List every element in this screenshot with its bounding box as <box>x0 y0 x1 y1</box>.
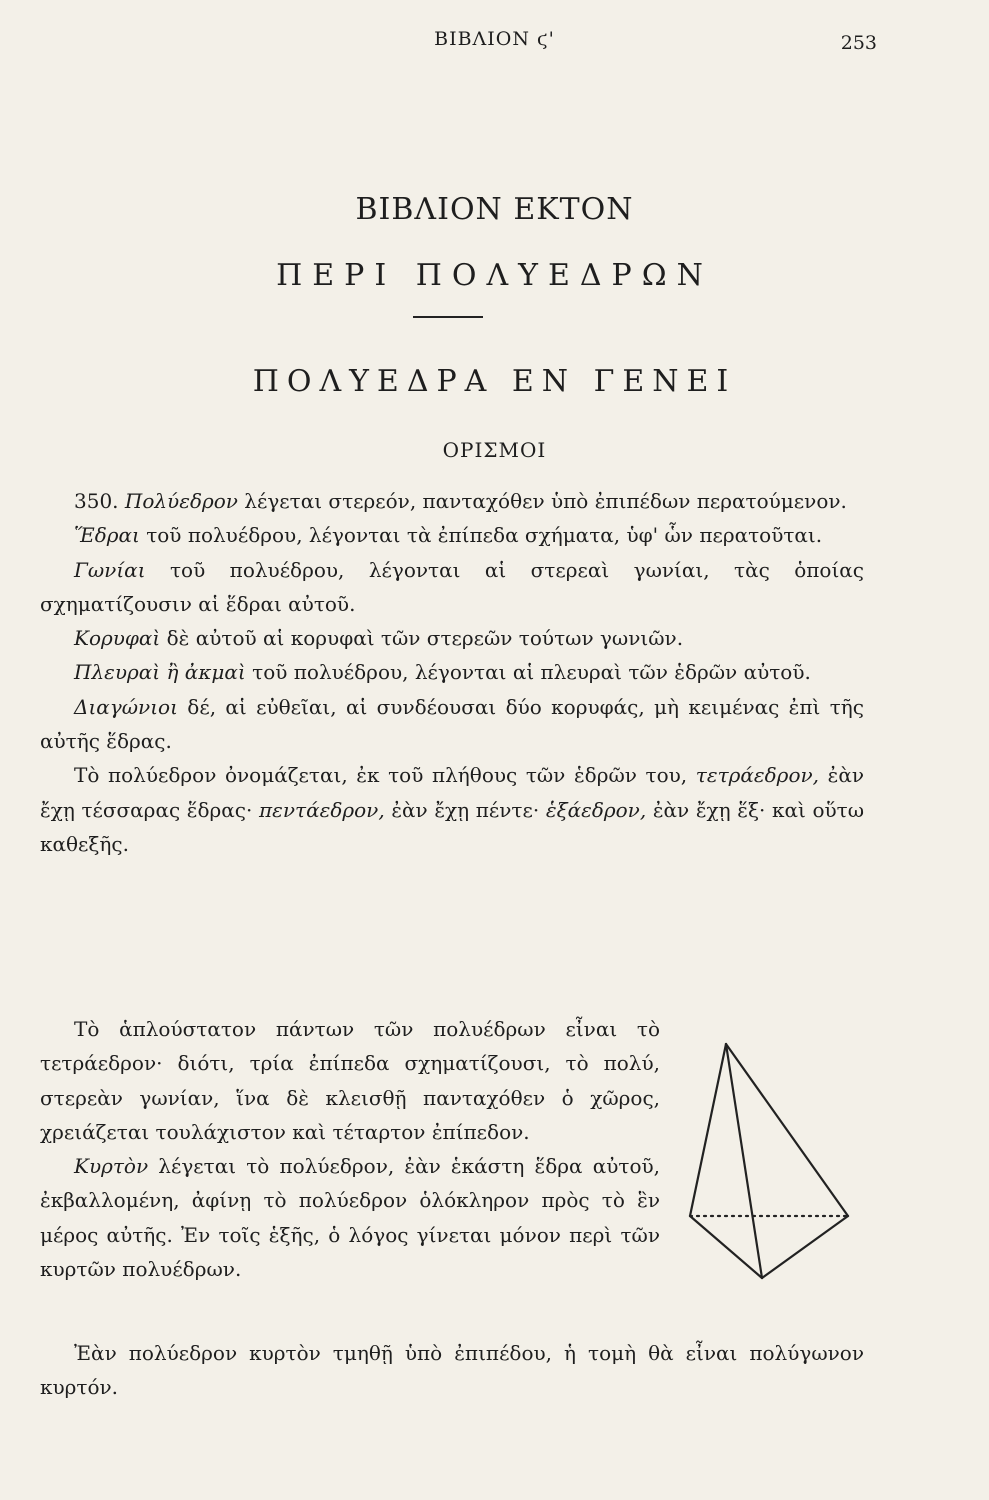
book-title: ΒΙΒΛΙΟΝ ΕΚΤΟΝ <box>355 192 634 227</box>
naming-text-d: ἐὰν ἔχῃ ἕξ· καὶ οὕτω καθεξῆς. <box>40 797 865 856</box>
definition-edges <box>40 655 864 689</box>
part-title: ΠΕΡΙ ΠΟΛΥΕΔΡΩΝ <box>276 258 713 293</box>
title-rule <box>413 316 483 318</box>
definition-faces <box>40 518 864 552</box>
term-pentahedron: πεντάεδρον, <box>258 797 385 822</box>
definition-text: τοῦ πολυέδρου, λέγονται αἱ στερεαὶ γωνίαι, τὰς ὁποίας σχηματίζουσιν αἱ ἕδραι αὐτοῦ. <box>40 557 864 616</box>
tetrahedron-edge-left <box>690 1044 726 1216</box>
section-title: ΟΡΙΣΜΟΙ <box>442 438 547 462</box>
definition-convex <box>40 1149 660 1286</box>
term-convex: Κυρτὸν <box>74 1154 149 1179</box>
definition-text: λέγεται τὸ πολύεδρον, ἐὰν ἑκάστη ἕδρα αὐτοῦ, ἐκβαλλομένη, ἀφίνῃ τὸ πολύεδρον ὁλόκληρον πρὸς τὸ ἓν μέρος αὐτῆς. Ἐν τοῖς ἑξῆς, ὁ λόγος γίνεται μόνον περὶ τῶν κυρτῶν πολυέδρων. <box>40 1154 661 1282</box>
term-hexahedron: ἑξάεδρον, <box>545 797 647 822</box>
definition-diagonals <box>40 690 864 759</box>
closing-text <box>40 1336 864 1405</box>
tetrahedron-edge-right <box>726 1044 848 1216</box>
tetrahedron-base-right <box>762 1216 848 1278</box>
naming-paragraph <box>40 758 864 861</box>
article-number: 350. <box>74 489 119 513</box>
definition-polyhedron <box>40 484 864 518</box>
term-angles: Γωνίαι <box>74 557 146 582</box>
term-faces: Ἕδραι <box>74 523 140 548</box>
term-diagonals: Διαγώνιοι <box>74 694 178 719</box>
tetrahedron-base-left <box>690 1216 762 1278</box>
tetrahedron-edge-front <box>726 1044 762 1278</box>
running-head: ΒΙΒΛΙΟΝ ϛ' <box>434 28 555 50</box>
naming-text-b: ἐὰν ἔχῃ τέσσαρας ἕδρας· <box>40 763 865 822</box>
naming-text-a: Τὸ πολύεδρον ὀνομάζεται, ἐκ τοῦ πλήθους τῶν ἑδρῶν του, <box>74 763 688 788</box>
definition-angles <box>40 553 864 622</box>
chapter-title: ΠΟΛΥΕΔΡΑ ΕΝ ΓΕΝΕΙ <box>252 364 737 399</box>
definition-text: λέγεται στερεόν, πανταχόθεν ὑπὸ ἐπιπέδων περατούμενον. <box>244 489 847 513</box>
page-number: 253 <box>840 32 877 54</box>
lower-text-column <box>40 1012 660 1286</box>
term-vertices: Κορυφαὶ <box>74 626 161 651</box>
body-text <box>40 484 864 861</box>
simplest-polyhedron-paragraph: Τὸ ἁπλούστατον πάντων τῶν πολυέδρων εἶναι τὸ τετράεδρον· διότι, τρία ἐπίπεδα σχηματίζουσι, τὸ πολύ, στερεὰν γωνίαν, ἵνα δὲ κλεισθῇ πανταχόθεν ὁ χῶρος, χρειάζεται τουλάχιστον καὶ τέταρτον ἐπίπεδον. <box>40 1017 660 1144</box>
definition-vertices <box>40 621 864 655</box>
definition-text: τοῦ πολυέδρου, λέγονται αἱ πλευραὶ τῶν ἑδρῶν αὐτοῦ. <box>252 660 811 685</box>
tetrahedron-figure <box>682 1036 862 1286</box>
definition-text: τοῦ πολυέδρου, λέγονται τὰ ἐπίπεδα σχήματα, ὑφ' ὧν περατοῦται. <box>146 523 823 548</box>
term-polyhedron: Πολύεδρον <box>124 489 238 513</box>
definition-text: δέ, αἱ εὐθεῖαι, αἱ συνδέουσαι δύο κορυφάς, μὴ κειμένας ἐπὶ τῆς αὐτῆς ἕδρας. <box>40 694 864 754</box>
term-edges: Πλευραὶ ἢ ἀκμαὶ <box>74 660 246 685</box>
definition-text: δὲ αὐτοῦ αἱ κορυφαὶ τῶν στερεῶν τούτων γωνιῶν. <box>166 626 684 651</box>
section-paragraph: Ἐὰν πολύεδρον κυρτὸν τμηθῇ ὑπὸ ἐπιπέδου, ἡ τομὴ θὰ εἶναι πολύγωνον κυρτόν. <box>40 1341 864 1400</box>
term-tetrahedron: τετράεδρον, <box>695 763 819 788</box>
naming-text-c: ἐὰν ἔχῃ πέντε· <box>391 797 540 822</box>
